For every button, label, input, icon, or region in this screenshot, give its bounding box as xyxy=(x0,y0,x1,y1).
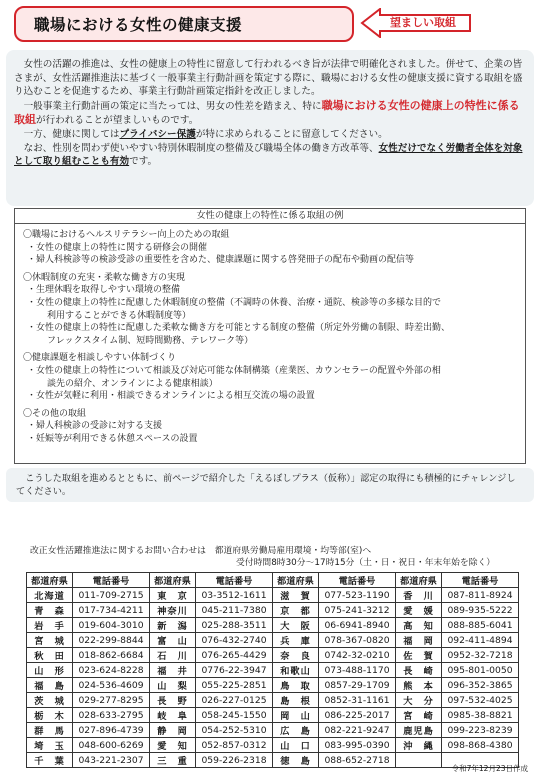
phone-cell: 03-3512-1611 xyxy=(196,588,273,603)
prefecture-cell: 山 梨 xyxy=(150,678,196,693)
phone-cell: 092-411-4894 xyxy=(442,633,519,648)
list-item: ・婦人科検診等の検診受診の重要性を含めた、健康課題に関する啓発冊子の配布や動画の配信等 xyxy=(27,255,415,266)
contact-hours: 受付時間8時30分～17時15分（土・日・祝日・年末年始を除く） xyxy=(236,558,496,568)
examples-list xyxy=(15,224,525,446)
closing-section xyxy=(6,468,534,502)
phone-cell: 075-241-3212 xyxy=(319,603,396,618)
prefecture-cell: 埼 玉 xyxy=(27,738,73,753)
group-title: 〇休暇制度の充実・柔軟な働き方の実現 xyxy=(23,272,186,283)
phone-cell: 082-221-9247 xyxy=(319,723,396,738)
phone-cell: 096-352-3865 xyxy=(442,678,519,693)
list-item-continuation: 利用することができる休暇制度等） xyxy=(47,310,192,321)
table-row xyxy=(27,588,519,603)
phone-cell: 025-288-3511 xyxy=(196,618,273,633)
title-box xyxy=(14,6,354,42)
prefecture-cell: 兵 庫 xyxy=(273,633,319,648)
prefecture-cell: 岐 阜 xyxy=(150,708,196,723)
phone-cell: 048-600-6269 xyxy=(73,738,150,753)
table-row xyxy=(27,708,519,723)
column-header: 都道府県 xyxy=(273,573,319,588)
prefecture-cell: 栃 木 xyxy=(27,708,73,723)
phone-cell: 097-532-4025 xyxy=(442,693,519,708)
prefecture-cell: 東 京 xyxy=(150,588,196,603)
created-date: 令和7年12月23日作成 xyxy=(451,764,528,773)
phone-cell: 024-536-4609 xyxy=(73,678,150,693)
list-item: ・婦人科検診の受診に対する支援 xyxy=(27,421,163,432)
prefecture-cell: 青 森 xyxy=(27,603,73,618)
prefecture-cell: 北海道 xyxy=(27,588,73,603)
table-header-row xyxy=(27,573,519,588)
group-title: 〇職場におけるヘルスリテラシー向上のための取組 xyxy=(23,230,230,240)
list-item: ・女性の健康上の特性について相談及び対応可能な体制構築（産業医、カウンセラーの配置や外部の相 xyxy=(27,365,441,376)
prefecture-cell: 三 重 xyxy=(150,753,196,768)
phone-cell: 073-488-1170 xyxy=(319,663,396,678)
intro-paragraph xyxy=(14,128,526,142)
phone-cell: 0857-29-1709 xyxy=(319,678,396,693)
list-item: ・妊娠等が利用できる休憩スペースの設置 xyxy=(27,433,198,444)
prefecture-cell: 大 分 xyxy=(396,693,442,708)
intro-paragraph: 女性の活躍の推進は、女性の健康上の特性に留意して行われるべき旨が法律で明確化されました。併せて、企業の皆さまが、女性活躍推進法に基づく一般事業主行動計画を策定する際に、職場における女性の健康支援に資する取組を盛り込むことを促進するため、事業主行動計画策定指針を改正しました。 xyxy=(14,59,523,98)
prefecture-cell: 香 川 xyxy=(396,588,442,603)
column-header: 電話番号 xyxy=(196,573,273,588)
prefecture-cell: 新 潟 xyxy=(150,618,196,633)
group-title: 〇健康課題を相談しやすい体制づくり xyxy=(23,353,177,364)
phone-cell: 011-709-2715 xyxy=(73,588,150,603)
phone-cell: 058-245-1550 xyxy=(196,708,273,723)
prefecture-cell: 群 馬 xyxy=(27,723,73,738)
phone-cell: 0852-31-1161 xyxy=(319,693,396,708)
phone-cell: 027-896-4739 xyxy=(73,723,150,738)
prefecture-cell: 宮 崎 xyxy=(396,708,442,723)
list-item: ・生理休暇を取得しやすい環境の整備 xyxy=(27,285,181,296)
prefecture-cell: 富 山 xyxy=(150,633,196,648)
phone-cell: 088-652-2718 xyxy=(319,753,396,768)
phone-cell: 018-862-6684 xyxy=(73,648,150,663)
phone-cell: 0742-32-0210 xyxy=(319,648,396,663)
phone-cell: 077-523-1190 xyxy=(319,588,396,603)
prefecture-cell: 岩 手 xyxy=(27,618,73,633)
prefecture-cell: 沖 縄 xyxy=(396,738,442,753)
list-item: ・女性の健康上の特性に関する研修会の開催 xyxy=(27,242,208,253)
phone-cell: 0952-32-7218 xyxy=(442,648,519,663)
phone-cell: 022-299-8844 xyxy=(73,633,150,648)
prefecture-cell: 長 崎 xyxy=(396,663,442,678)
phone-cell: 076-265-4429 xyxy=(196,648,273,663)
prefecture-cell: 宮 城 xyxy=(27,633,73,648)
prefecture-cell: 奈 良 xyxy=(273,648,319,663)
phone-cell: 088-885-6041 xyxy=(442,618,519,633)
table-row xyxy=(27,603,519,618)
group-title: 〇その他の取組 xyxy=(23,408,87,419)
page-title: 職場における女性の健康支援 xyxy=(34,16,243,34)
prefecture-cell: 神奈川 xyxy=(150,603,196,618)
phone-cell: 029-277-8295 xyxy=(73,693,150,708)
phone-cell: 083-995-0390 xyxy=(319,738,396,753)
prefecture-cell xyxy=(396,753,442,768)
highlight-text: 職場における女性の健康上の特性に係る取組 xyxy=(14,98,520,127)
list-item: ・女性の健康上の特性に配慮した柔軟な働き方を可能とする制度の整備（所定外労働の制限、時差出勤、 xyxy=(27,323,451,334)
prefecture-cell: 愛 媛 xyxy=(396,603,442,618)
prefecture-cell: 高 知 xyxy=(396,618,442,633)
prefecture-cell: 岡 山 xyxy=(273,708,319,723)
prefecture-cell: 佐 賀 xyxy=(396,648,442,663)
table-row xyxy=(27,663,519,678)
recommended-tag xyxy=(360,8,472,38)
underlined-text: プライバシー保護 xyxy=(119,128,196,140)
prefecture-cell: 鳥 取 xyxy=(273,678,319,693)
column-header: 電話番号 xyxy=(319,573,396,588)
prefecture-cell: 山 形 xyxy=(27,663,73,678)
list-item: ・女性が気軽に利用・相談できるオンラインによる相互交流の場の設置 xyxy=(27,391,315,402)
recommended-tag-label: 望ましい取組 xyxy=(390,16,456,29)
prefecture-cell: 島 根 xyxy=(273,693,319,708)
intro-section xyxy=(6,50,534,206)
phone-cell: 026-227-0125 xyxy=(196,693,273,708)
table-row xyxy=(27,618,519,633)
prefecture-cell: 滋 賀 xyxy=(273,588,319,603)
phone-cell: 0776-22-3947 xyxy=(196,663,273,678)
prefecture-cell: 山 口 xyxy=(273,738,319,753)
examples-heading: 女性の健康上の特性に係る取組の例 xyxy=(15,209,525,224)
prefecture-cell: 静 岡 xyxy=(150,723,196,738)
prefecture-cell: 石 川 xyxy=(150,648,196,663)
phone-cell: 098-868-4380 xyxy=(442,738,519,753)
column-header: 電話番号 xyxy=(442,573,519,588)
phone-cell: 023-624-8228 xyxy=(73,663,150,678)
table-row xyxy=(27,738,519,753)
intro-text: が行われることが望ましいものです。 xyxy=(36,115,199,127)
table-row xyxy=(27,648,519,663)
phone-cell: 078-367-0820 xyxy=(319,633,396,648)
column-header: 都道府県 xyxy=(150,573,196,588)
prefecture-cell: 大 阪 xyxy=(273,618,319,633)
phone-cell: 089-935-5222 xyxy=(442,603,519,618)
prefecture-cell: 愛 知 xyxy=(150,738,196,753)
list-item-continuation: フレックスタイム制、短時間勤務、テレワーク等） xyxy=(47,335,254,346)
intro-paragraph xyxy=(14,142,526,169)
phone-cell: 0985-38-8821 xyxy=(442,708,519,723)
contact-intro: 改正女性活躍推進法に関するお問い合わせは 都道府県労働局雇用環境・均等部(室)へ xyxy=(30,546,372,556)
prefecture-cell: 福 岡 xyxy=(396,633,442,648)
intro-text: なお、性別を問わず使いやすい特別休暇制度の整備及び職場全体の働き方改革等、 xyxy=(23,142,379,154)
list-item-continuation: 談先の紹介、オンラインによる健康相談） xyxy=(47,378,218,389)
phone-cell: 017-734-4211 xyxy=(73,603,150,618)
table-row xyxy=(27,723,519,738)
column-header: 電話番号 xyxy=(73,573,150,588)
prefecture-cell: 熊 本 xyxy=(396,678,442,693)
prefecture-cell: 京 都 xyxy=(273,603,319,618)
phone-cell: 099-223-8239 xyxy=(442,723,519,738)
phone-cell: 054-252-5310 xyxy=(196,723,273,738)
prefecture-cell: 福 島 xyxy=(27,678,73,693)
phone-cell: 028-633-2795 xyxy=(73,708,150,723)
directory-body xyxy=(27,588,519,768)
intro-text: が特に求められることに留意してください。 xyxy=(195,128,388,140)
phone-cell: 076-432-2740 xyxy=(196,633,273,648)
prefecture-cell: 鹿児島 xyxy=(396,723,442,738)
intro-paragraph xyxy=(14,99,526,128)
phone-cell: 095-801-0050 xyxy=(442,663,519,678)
phone-cell: 045-211-7380 xyxy=(196,603,273,618)
phone-cell: 052-857-0312 xyxy=(196,738,273,753)
phone-cell: 087-811-8924 xyxy=(442,588,519,603)
prefecture-cell: 福 井 xyxy=(150,663,196,678)
examples-box xyxy=(14,208,526,464)
table-row xyxy=(27,633,519,648)
table-row xyxy=(27,753,519,768)
intro-text: 一般事業主行動計画の策定に当たっては、男女の性差を踏まえ、特に xyxy=(23,100,322,112)
closing-text: こうした取組を進めるとともに、前ページで紹介した「えるぼしプラス（仮称）」認定の取得にも積極的にチャレンジしてください。 xyxy=(16,473,516,497)
labor-bureau-directory xyxy=(26,572,519,768)
intro-text: です。 xyxy=(129,156,158,168)
table-row xyxy=(27,693,519,708)
prefecture-cell: 秋 田 xyxy=(27,648,73,663)
table-row xyxy=(27,678,519,693)
underlined-text: 女性だけでなく労働者全体を対象として取り組むことも有効 xyxy=(14,142,523,168)
prefecture-cell: 長 野 xyxy=(150,693,196,708)
list-item: ・女性の健康上の特性に配慮した休暇制度の整備（不調時の休養、治療・通院、検診等の多様な目的で xyxy=(27,297,442,308)
phone-cell: 019-604-3010 xyxy=(73,618,150,633)
prefecture-cell: 広 島 xyxy=(273,723,319,738)
phone-cell: 086-225-2017 xyxy=(319,708,396,723)
phone-cell: 059-226-2318 xyxy=(196,753,273,768)
prefecture-cell: 徳 島 xyxy=(273,753,319,768)
column-header: 都道府県 xyxy=(27,573,73,588)
prefecture-cell: 和歌山 xyxy=(273,663,319,678)
phone-cell: 055-225-2851 xyxy=(196,678,273,693)
intro-text: 一方、健康に関しては xyxy=(23,128,120,140)
prefecture-cell: 茨 城 xyxy=(27,693,73,708)
phone-cell: 06-6941-8940 xyxy=(319,618,396,633)
column-header: 都道府県 xyxy=(396,573,442,588)
prefecture-cell: 千 葉 xyxy=(27,753,73,768)
phone-cell: 043-221-2307 xyxy=(73,753,150,768)
